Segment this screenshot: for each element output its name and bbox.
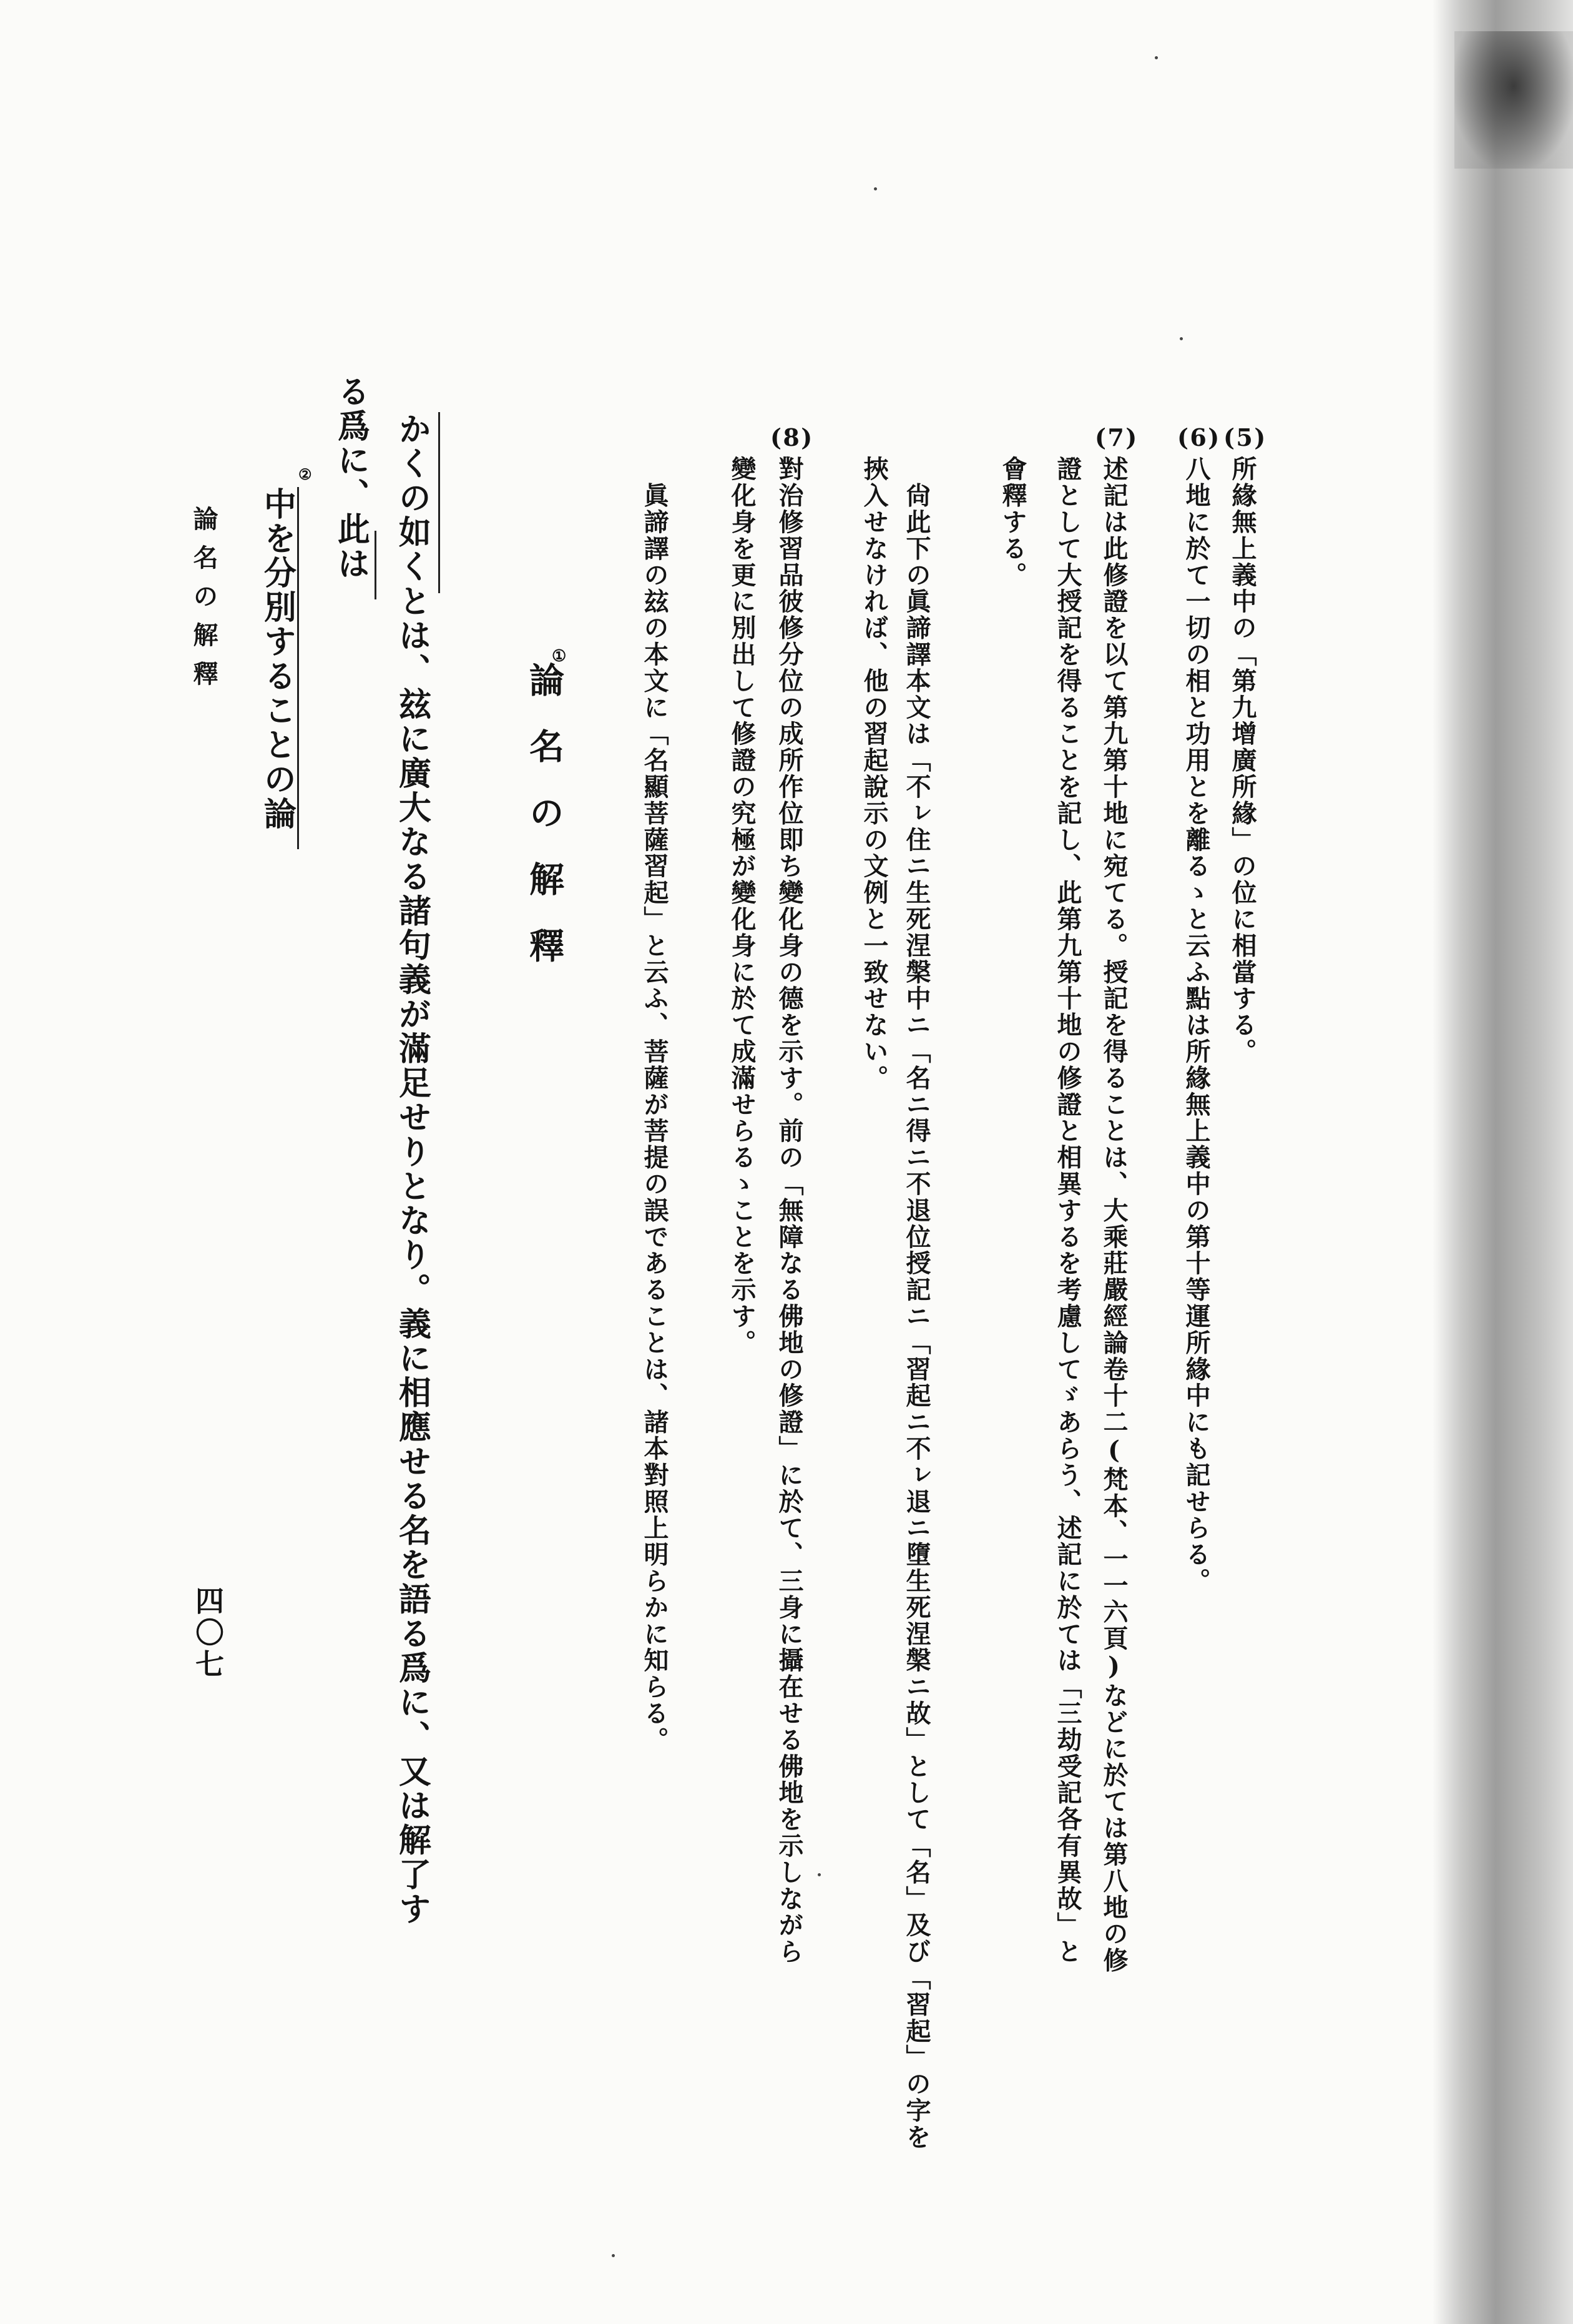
note-text: 眞諦譯の玆の本文に「名顯菩薩習起」と云ふ、菩薩が菩提の誤であることは、諸本對照上明らかに知らる。 xyxy=(640,456,669,1753)
body-line-3-rule xyxy=(297,487,299,849)
note-column-7-cont-3 xyxy=(899,456,934,2150)
note-text: 會釋する。 xyxy=(998,456,1027,588)
body-text: かくの如くとは、玆に廣大なる諸句義が滿足せりとなり。義に相應せる名を語る爲に、又は解了す xyxy=(393,412,431,1927)
binding-gutter-stain xyxy=(1454,31,1573,169)
note-column-5 xyxy=(1223,423,1267,1065)
page-number: 四〇七 xyxy=(191,1586,225,1681)
body-text: 中を分別することの論 xyxy=(258,487,296,832)
running-head: 論名の解釋 xyxy=(189,506,218,699)
note-column-7-cont-1 xyxy=(1050,456,1085,1965)
note-column-7-cont-2 xyxy=(995,456,1031,588)
note-text: 尙此下の眞諦譯本文は「不ㇾ住ニ生死涅槃中ニ「名ニ得ニ不退位授記ニ「習起ニ不ㇾ退ニ墮生死涅槃ニ故」として「名」及び「習起」の字を xyxy=(902,456,931,2150)
body-line-2-rule xyxy=(375,531,376,599)
note-column-7 xyxy=(1095,423,1139,1974)
note-text: 述記は此修證を以て第九第十地に宛てる。授記を得ることは、大乘莊嚴經論卷十二(梵本、一一六頁)などに於ては第八地の修 xyxy=(1099,456,1129,1974)
body-line-3 xyxy=(257,465,312,832)
note-text: 所緣無上義中の「第九增廣所緣」の位に相當する。 xyxy=(1228,456,1257,1065)
body-line-1 xyxy=(392,412,431,1926)
note-text: 對治修習品彼修分位の成所作位即ち變化身の德を示す。前の「無障なる佛地の修證」に於て、三身に攝在せる佛地を示しながら xyxy=(775,456,804,1965)
heading-marker: ① xyxy=(552,647,567,666)
section-heading xyxy=(519,647,569,994)
body-text: る爲に、此は xyxy=(331,375,370,581)
note-number: (5) xyxy=(1223,423,1267,451)
note-column-8 xyxy=(770,423,814,1965)
note-column-7-cont-4 xyxy=(856,456,892,1091)
note-number: (6) xyxy=(1177,423,1221,451)
body-line-1-rule xyxy=(438,412,440,593)
note-column-6 xyxy=(1177,423,1221,1595)
note-column-8-cont-2 xyxy=(637,456,672,1753)
scan-speck xyxy=(874,187,877,190)
heading-text: 論名の解釋 xyxy=(524,662,565,994)
note-number: (8) xyxy=(770,423,814,451)
body-marker: ② xyxy=(298,465,312,483)
note-column-8-cont-1 xyxy=(724,456,760,1356)
scan-speck xyxy=(818,1873,821,1876)
note-text: 證として大授記を得ることを記し、此第九第十地の修證と相異するを考慮してゞあらう、述記に於ては「三劫受記各有異故」と xyxy=(1053,456,1082,1965)
body-line-2 xyxy=(331,375,370,581)
note-text: 八地に於て一切の相と功用とを離るゝと云ふ點は所緣無上義中の第十等運所緣中にも記せらる。 xyxy=(1182,456,1211,1595)
note-number: (7) xyxy=(1095,423,1139,451)
note-text: 挾入せなければ、他の習起說示の文例と一致せない。 xyxy=(860,456,889,1091)
scan-speck xyxy=(1155,56,1158,59)
scan-speck xyxy=(1180,337,1183,340)
scan-speck xyxy=(612,2254,615,2257)
note-text: 變化身を更に別出して修證の究極が變化身に於て成滿せらるゝことを示す。 xyxy=(727,456,757,1356)
binding-gutter-shadow xyxy=(1433,0,1573,2324)
